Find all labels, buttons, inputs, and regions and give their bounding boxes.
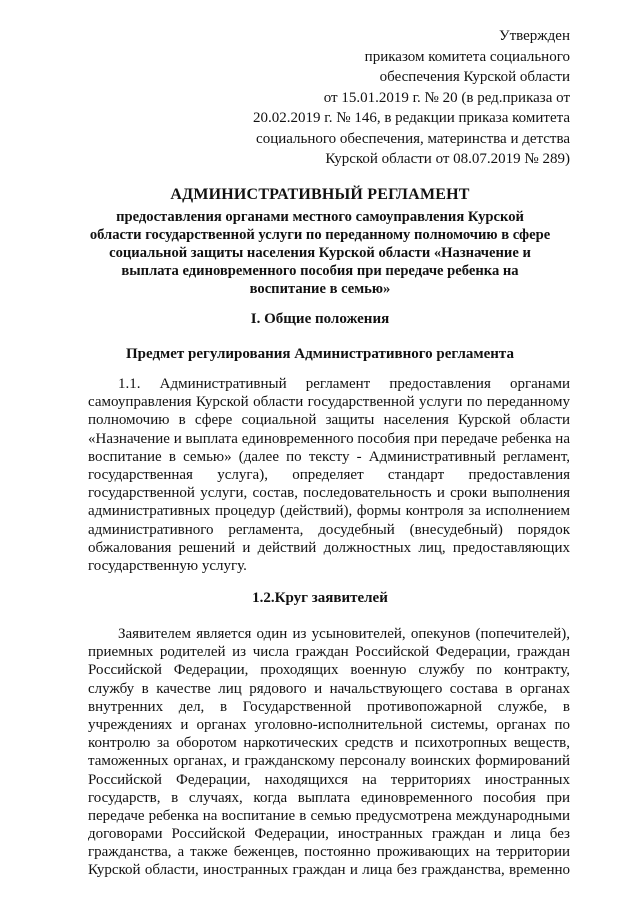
- paragraph-line: 1.1. Административный регламент предоставления органами: [118, 376, 570, 392]
- paragraph-1-2: [88, 625, 570, 880]
- paragraph-1-1: [88, 375, 570, 575]
- paragraph-line: государственная услуга), определяет стандарт предоставления: [88, 466, 570, 483]
- paragraph-line: контролю за оборотом наркотических средств и психотропных веществ,: [88, 735, 570, 752]
- subtitle-line: области государственной услуги по переданному полномочию в сфере: [89, 227, 551, 243]
- paragraph-line: воспитание в семью» (далее по тексту - Административный регламент,: [88, 448, 570, 465]
- subtitle-line: выплата единовременного пособия при передаче ребенка на: [121, 263, 519, 279]
- approval-line: социального обеспечения, материнства и детства: [256, 130, 570, 147]
- paragraph-line: самоуправления Курской области государственной услуги по переданному: [88, 394, 570, 411]
- approval-line: Утвержден: [498, 28, 570, 44]
- paragraph-line: полномочию в сфере социальной защиты населения Курской области: [88, 412, 570, 429]
- paragraph-line: административного регламента, досудебный (внесудебный) порядок: [88, 521, 570, 538]
- section-heading-general: I. Общие положения: [250, 311, 390, 327]
- subtitle-line: предоставления органами местного самоуправления Курской: [116, 209, 524, 225]
- paragraph-line: государственной услуги, состав, последовательность и сроки выполнения: [88, 485, 570, 502]
- paragraph-line: гражданства, а также беженцев, постоянно проживающих на территории: [88, 844, 570, 861]
- paragraph-line: таможенных органах, и гражданскому персоналу воинских формирований: [88, 753, 570, 770]
- paragraph-line: службу в качестве лиц рядового и начальствующего состава в органах: [88, 680, 570, 697]
- approval-line: обеспечения Курской области: [379, 69, 570, 85]
- paragraph-line: государственную услугу.: [88, 557, 247, 574]
- paragraph-line: Заявителем является один из усыновителей, опекунов (попечителей),: [118, 626, 570, 642]
- paragraph-line: учреждениях и органах уголовно-исполнительной системы, органах по: [88, 716, 570, 733]
- document-title: АДМИНИСТРАТИВНЫЙ РЕГЛАМЕНТ: [170, 186, 470, 203]
- paragraph-line: административных процедур (действий), формы контроля за исполнением: [88, 503, 570, 520]
- section-subheading-subject: Предмет регулирования Административного регламента: [126, 346, 514, 362]
- subtitle-line: воспитание в семью»: [249, 281, 391, 297]
- paragraph-line: Курской области, иностранных граждан и лица без гражданства, временно: [88, 862, 570, 879]
- paragraph-line: Российской Федерации, находящихся на территориях иностранных: [88, 771, 570, 788]
- paragraph-line: государств, в случаях, когда выплата единовременного пособия при: [88, 789, 570, 806]
- paragraph-line: Российской Федерации, проходящих военную службу по контракту,: [88, 662, 570, 679]
- paragraph-line: «Назначение и выплата единовременного пособия при передаче ребенка на: [88, 430, 570, 447]
- paragraph-line: договорами Российской Федерации, иностранных граждан и лица без: [88, 826, 570, 843]
- paragraph-line: передаче ребенка на воспитание в семью предусмотрена международными: [88, 807, 570, 824]
- paragraph-line: внутренних дел, в Государственной противопожарной службе, в: [88, 698, 570, 715]
- approval-line: Курской области от 08.07.2019 № 289): [325, 151, 570, 167]
- paragraph-line: обжалования решений и действий должностных лиц, предоставляющих: [88, 539, 570, 556]
- paragraph-line: приемных родителей из числа граждан Российской Федерации, граждан: [88, 644, 570, 661]
- document-subtitle: [82, 208, 558, 298]
- approval-line: от 15.01.2019 г. № 20 (в ред.приказа от: [323, 89, 570, 106]
- approval-line: приказом комитета социального: [364, 48, 570, 65]
- section-heading-applicants: 1.2.Круг заявителей: [252, 590, 388, 606]
- approval-line: 20.02.2019 г. № 146, в редакции приказа комитета: [253, 110, 570, 126]
- subtitle-line: социальной защиты населения Курской области «Назначение и: [109, 245, 531, 261]
- approval-stamp-block: [210, 26, 570, 170]
